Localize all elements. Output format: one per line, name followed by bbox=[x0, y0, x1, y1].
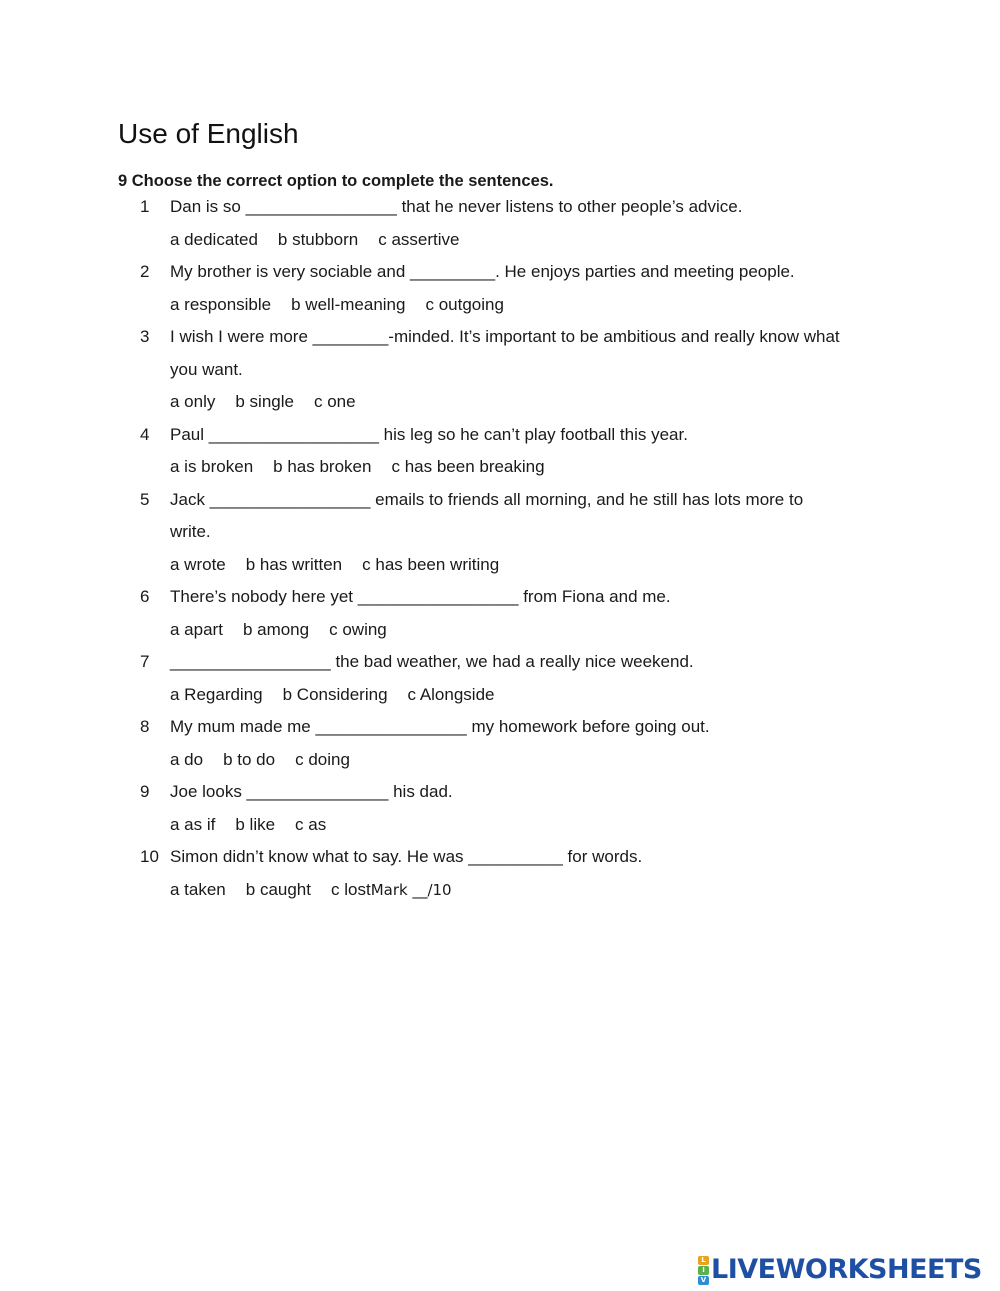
option-b[interactable]: b among bbox=[242, 619, 310, 639]
option-a[interactable]: a only bbox=[170, 392, 216, 411]
logo-block-v: V bbox=[698, 1276, 709, 1285]
option-b[interactable]: b to do bbox=[223, 749, 276, 769]
option-b[interactable]: b Considering bbox=[282, 684, 388, 704]
question-text: _________________ the bad weather, we had a really nice weekend. bbox=[170, 652, 694, 671]
logo-block-l: L bbox=[698, 1256, 709, 1265]
question-text: Paul __________________ his leg so he can’t play football this year. bbox=[170, 424, 688, 444]
logo-block-i: I bbox=[698, 1266, 709, 1275]
logo-text: LIVEWORKSHEETS bbox=[711, 1254, 982, 1285]
option-a[interactable]: a dedicated bbox=[170, 229, 258, 249]
question-text: I wish I were more ________-minded. It’s important to be ambitious and really know what bbox=[170, 327, 840, 346]
option-b[interactable]: b like bbox=[235, 814, 276, 834]
question-text: write. bbox=[170, 522, 211, 541]
option-b[interactable]: b single bbox=[235, 392, 294, 411]
option-a[interactable]: a is broken bbox=[170, 457, 254, 476]
mark-score: Mark __/10 bbox=[370, 880, 452, 899]
options-row bbox=[170, 619, 387, 641]
option-b[interactable]: b caught bbox=[245, 879, 311, 899]
question-text: There’s nobody here yet _________________ from Fiona and me. bbox=[170, 587, 671, 606]
question-text: Jack _________________ emails to friends all morning, and he still has lots more to bbox=[170, 489, 804, 509]
question-number: 7 bbox=[140, 652, 150, 671]
option-a[interactable]: a wrote bbox=[170, 554, 226, 574]
liveworksheets-logo bbox=[698, 1255, 982, 1285]
option-a[interactable]: a do bbox=[170, 749, 204, 769]
question-number: 1 bbox=[140, 197, 150, 216]
instruction: 9 Choose the correct option to complete the sentences. bbox=[118, 172, 554, 190]
options-row bbox=[170, 294, 504, 316]
question-text: Dan is so ________________ that he never listens to other people’s advice. bbox=[170, 197, 743, 216]
option-a[interactable]: a apart bbox=[170, 619, 223, 639]
logo-blocks-icon bbox=[698, 1256, 709, 1285]
option-a[interactable]: a Regarding bbox=[170, 684, 263, 704]
options-row bbox=[170, 554, 499, 576]
option-c[interactable]: c Alongside bbox=[407, 684, 495, 704]
options-row bbox=[170, 229, 460, 251]
question-text: Simon didn’t know what to say. He was __________ for words. bbox=[170, 847, 643, 866]
question-number: 3 bbox=[140, 327, 150, 346]
option-c[interactable]: c owing bbox=[329, 619, 387, 639]
option-a[interactable]: a taken bbox=[170, 879, 226, 899]
question-number: 6 bbox=[140, 587, 150, 606]
option-c[interactable]: c outgoing bbox=[425, 294, 504, 314]
option-b[interactable]: b stubborn bbox=[277, 229, 359, 249]
page-title: Use of English bbox=[118, 118, 299, 149]
options-row bbox=[170, 879, 452, 901]
option-c[interactable]: c has been breaking bbox=[391, 457, 545, 476]
option-a[interactable]: a responsible bbox=[170, 294, 272, 314]
option-c[interactable]: c has been writing bbox=[362, 554, 500, 574]
option-b[interactable]: b has written bbox=[245, 554, 343, 574]
question-text: Joe looks _______________ his dad. bbox=[170, 782, 453, 801]
option-c[interactable]: c lost bbox=[331, 879, 371, 899]
options-row bbox=[170, 749, 350, 771]
option-a[interactable]: a as if bbox=[170, 814, 216, 834]
option-b[interactable]: b well-meaning bbox=[291, 294, 406, 314]
question-number: 4 bbox=[140, 424, 150, 444]
option-b[interactable]: b has broken bbox=[273, 457, 372, 476]
question-text: My brother is very sociable and _________. He enjoys parties and meeting people. bbox=[170, 262, 795, 281]
question-number: 9 bbox=[140, 782, 150, 801]
option-c[interactable]: c doing bbox=[295, 749, 350, 769]
options-row bbox=[170, 684, 494, 706]
options-row bbox=[170, 391, 356, 413]
question-text: you want. bbox=[170, 359, 243, 379]
question-number: 5 bbox=[140, 489, 150, 509]
option-c[interactable]: c as bbox=[295, 814, 327, 834]
question-number: 8 bbox=[140, 717, 150, 736]
question-number: 10 bbox=[140, 847, 159, 866]
option-c[interactable]: c one bbox=[313, 392, 356, 411]
option-c[interactable]: c assertive bbox=[378, 229, 460, 249]
question-text: My mum made me ________________ my homework before going out. bbox=[170, 717, 710, 736]
options-row bbox=[170, 814, 326, 836]
question-number: 2 bbox=[140, 262, 150, 281]
options-row bbox=[170, 456, 545, 478]
